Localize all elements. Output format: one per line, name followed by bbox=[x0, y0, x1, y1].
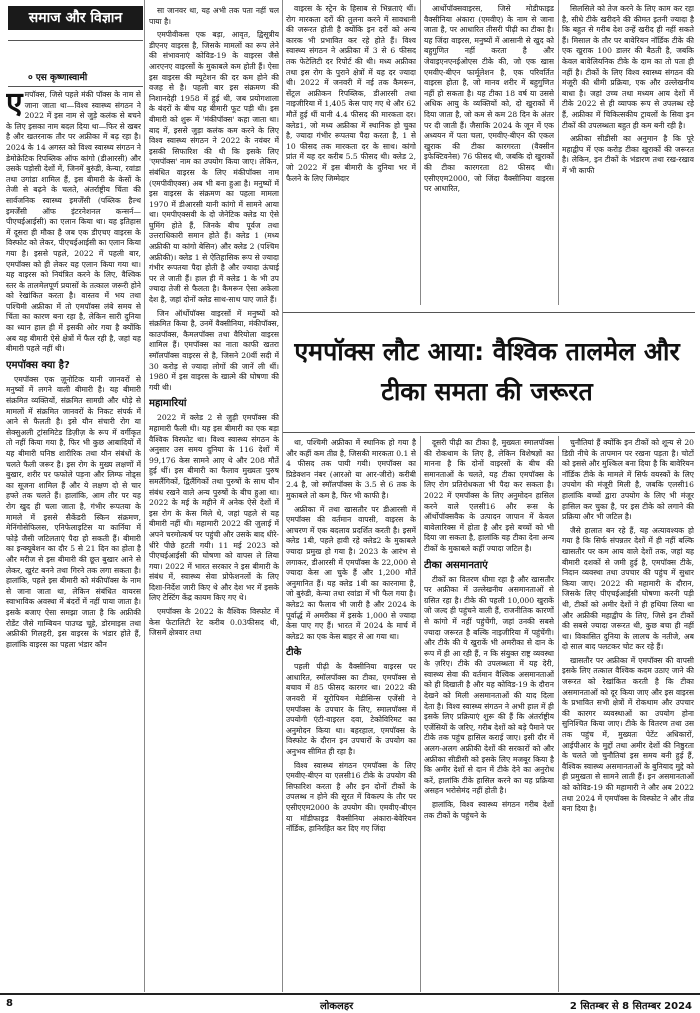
page-footer bbox=[0, 996, 700, 1013]
paragraph: दूसरी पीढ़ी का टीका है, मुख्यतः स्मालपॉक्स की रोकथाम के लिए है, लेकिन विशेषज्ञों का मानना है कि दोनों वाइरसों के बीच की समानताओं के चलते, यह टीका एमपॉक्स के लिए रोग प्रतिरोधकता भी पैदा कर सकता है। 2022 में एमपॉक्स के लिए अनुमोदन हासिल करने वाले एलसी16 और रूस के ऑर्थोपॉक्सवैक के उत्पादन जापान में केवल बावेलारिक्स में होता है और इसे बच्चों को भी दिया जा सकता है, हालांकि यह टीका देना अन्य टीकों के मुकाबले कहीं ज्यादा जटिल है। bbox=[424, 438, 554, 553]
subheading: एमपॉक्स क्या है? bbox=[6, 359, 70, 371]
paragraph: अफ्रीका सीडीसी का अनुमान है कि पूरे महाद्वीप में एक करोड़ टीका खुराकों की जरूरत है। लेकिन, इन टीकों के भंडारण तथा रख-रखाव में भी काफी bbox=[562, 134, 694, 175]
article-column-6 bbox=[286, 438, 416, 992]
paragraph: विश्व स्वास्थ्य संगठन एमपॉक्स के लिए एमवीए-बीएन या एलसी16 टीके के उपयोग की सिफारिश करता है और इन दोनों टीकों के उपलब्ध न होने की सूरत में विकल्प के तौर पर एसीएएम2000 के उपयोग की। एमवीए-बीएन या मॉडीफाइड वैक्सीनिया अंकारा-बेवेरियन नॉर्डिक, हानिरहित कर दिए गए जिंदा bbox=[286, 760, 416, 834]
article-column-1 bbox=[6, 90, 141, 992]
paragraph: मपॉक्स, जिसे पहले मंकी पॉक्स के नाम से जाना जाता था—विश्व स्वास्थ्य संगठन ने 2022 में इस नाम से जुड़े कलंक से बचने के लिए इसका नाम बदल दिया था—फिर से खबर है और खतरनाक तौर पर अफ्रीका में बढ़ रहा है। 2024 के 14 अगस्त को विश्व स्वास्थ्य संगठन ने डेमोक्रेटिक रिपब्लिक ऑफ कांगो (डीआरसी) और उसके पड़ोसी देशों में, जिनमें बुरुंडी, केन्या, रवांडा तथा उगांडा शामिल हैं, इस बीमारी के केसों के तेजी से बढ़ने के चलते, अंतर्राष्ट्रीय चिंता की सार्वजनिक स्वास्थ्य इमर्जेंसी (पब्लिक हैल्थ इमर्जेंसी ऑफ इंटरनेशनल कन्सर्न—पीएचईआईसी) का एलान किया था। यह इतिहास में दूसरा ही मौका है जब एक डीएचए वाइरस के विस्फोट को लेकर, पीएचईआईसी का एलान किया गया है। इससे पहले, 2022 में पहली बार, एमपॉक्स को ही लेकर यह एलान किया गया था। यह वाइरस को नियंत्रित करने के लिए, वैश्विक स्तर के तालमेलपूर्ण प्रयासों के तत्काल जरूरी होने को रेखांकित करता है। वास्तव में भय तथा पश्चिमी अफ्रीका में तो एमपॉक्स लंबे समय से चिंता का कारण बना रहा है, लेकिन सारी दुनिया का ध्यान हाल ही में इसकी ओर गया है क्योंकि अब यह बीमारी ऐसे क्षेत्रों में फैल रही है, जहां यह बीमारी पहले नहीं थी। bbox=[6, 90, 141, 354]
newspaper-name: लोकलहर bbox=[320, 1001, 354, 1012]
author-byline: ० एस कृष्णास्वामी bbox=[28, 73, 88, 83]
divider bbox=[283, 312, 695, 313]
paragraph: आर्थोपॉक्सवाइरस, जिसे मोडीफाइड वैक्सीनिया अंकारा (एमवीए) के नाम से जाना जाता है, पर आधारित तीसरी पीढ़ी का टीका है। यह जिंदा वाइरस, मनुष्यों में आसानी से खुद को बहुगुणित नहीं करता है और जेवाइएनएनईओएस टीके की, जो एक खास एमवीए-बीएन फार्मूलेशन है, एक परिवर्तित वाइरस होता है, जो मानव शरीर में बहुगुणित नहीं हो सकता है। यह टीका 18 वर्ष या उससे अधिक आयु के व्यक्तियों को, दो खुराकों में दिया जाता है, जो कम से कम 28 दिन के अंतर पर दी जाती हैं। जैसाकि 2024 के जून में एक अध्ययन में पता चला, एमवीए-बीएन की एकल खुराक की टीका कारगरता (वैक्सीन इफेक्टिवनेस) 76 फीसद थी, जबकि दो खुराकों की टीका कारगरता 82 फीसद थी। एसीएएम2000, जो जिंदा वैक्सीनिया वाइरस पर आधारित, bbox=[424, 4, 554, 194]
paragraph: टीकों का वितरण धीमा रहा है और खासतौर पर अफ्रीका में उल्लेखनीय असमानताओं से ग्रसित रहा है। टीके की पहली 10,000 खुराकें जो जल्द ही पहुंचने वाली हैं, राजनीतिक कारणों से कांगो में नहीं पहुंचेंगी, जहां उनकी सबसे ज्यादा जरूरत है बल्कि नाइजीरिया में पहुंचेंगी। और टीके की ये खुराकें भी अमरीका से दान के रूप में ही आ रही हैं, न कि संयुक्त राष्ट्र व्यवस्था के ज़रिए। टीके की उपलब्धता में यह देरी, स्वास्थ्य सेवा की वर्तमान वैश्विक असमानताओं को ही दिखाती है और यह कोविड-19 के दौरान देखने को मिली असमानताओं की याद दिला देता है। विश्व स्वास्थ्य संगठन ने अभी हाल में ही इसके लिए प्रक्रियाएं शुरू की हैं कि अंतर्राष्ट्रीय एजेंसियों के जरिए, गरीब देशों को बड़े पैमाने पर टीके तक पहुंच हासिल कराई जाए। इसी दौर में अलग-अलग अफ्रीकी देशों की सरकारों को और अफ्रीका सीडीसी को इसके लिए मजबूर किया है कि अमीर देशों से दान में टीके देने का अनुरोध करें, हालांकि टीके हासिल करने का यह प्रक्रिया असहन भरोसेमंद नहीं होती है। bbox=[424, 574, 554, 796]
divider bbox=[8, 40, 143, 41]
paragraph: 2022 में क्लेड 2 से जुड़ी एमपॉक्स की महामारी फैली थी। यह इस बीमारी का एक बड़ा वैश्विक विस्फोट था। विश्व स्वास्थ्य संगठन के अनुसार उस समय दुनिया के 116 देशों में 99,176 केस सामने आए थे और 208 मौतें हुई थीं। इस बीमारी का फैलाव मुख्यतः पुरुष समलैंगिकों, द्विलैंगिकों तथा पुरुषों के साथ यौन संबंध रखने वाले अन्य पुरुषों के बीच हुआ था। 2022 के मई के महीने में अनेक ऐसे देशों में इस रोग के केस मिले थे, जहां पहले से यह बीमारी नहीं थी। महामारी 2022 की जुलाई में अपने चरमोत्कर्ष पर पहुंची और उसके बाद धीरे-धीरे पीछे हटती गयी। 11 मई 2023 को पीएचईआईसी की घोषणा को वापस ले लिया गया। 2022 में भारत सरकार ने इस बीमारी के संबंध में, स्वास्थ्य सेवा प्रोफेशनलों के लिए दिशा-निर्देश जारी किए थे और देश भर में इसके लिए टेस्टिंग केंद्र कायम किए गए थे। bbox=[149, 413, 279, 603]
article-column-4 bbox=[424, 4, 554, 304]
subheading: महामारियां bbox=[149, 398, 187, 410]
paragraph: सिलसिले को तेज करने के लिए काम कर रहा है, सीधे टीके खरीदने की कीमत इतनी ज्यादा है कि बहुत से गरीब देश उन्हें खरीद ही नहीं सकते हैं। मिसाल के तौर पर बावेरियन नॉर्डिक टीके की एक खुराक 100 डालर की बैठती है, जबकि केवल बावेलियनिक टीके के दाम का तो पता ही नहीं है। टीकों के लिए विश्व स्वास्थ्य संगठन की मंजूरी की धीमी प्रक्रिया, एक और उल्लेखनीय बाधा है। जहां उच्च तथा मध्यम आय देशों में टीके 2022 से ही व्यापक रूप से उपलब्ध रहे हैं, अफ्रीका में चिकित्सकीय ट्रायलों के सिवा इन टीकों की उपलब्धता बहुत ही कम बनी रही है। bbox=[562, 4, 694, 130]
column-rule bbox=[144, 0, 145, 992]
paragraph: एमपॉक्स एक ज़ूनोटिक यानी जानवरों से मनुष्यों में लगने वाली बीमारी है। यह बीमारी संक्रमित व्यक्तियों, संक्रमित सामग्री और थोड़े से मामलों में संक्रमित जानवरों के निकट संपर्क में आने से फैलती है। इसे यौन संचारी रोग या सेक्सुअली ट्रांसमिटेड डिज़ीज़ के रूप में वर्गीकृत तो नहीं किया गया है, फिर भी कुछ आबादियों में यह बीमारी घनिष्ठ शारीरिक तथा यौन संबंधों के चलते फैली जरूर है। इस रोग के मुख्य लक्षणों में बुखार, शरीर पर फफोले पड़ना और लिम्फ नोड्स का सूजना शामिल हैं और ये लक्षण दो से चार हफ्ते तक चलते हैं। हालांकि, आम तौर पर यह रोग खुद ही चला जाता है, गंभीर रूपतया के मामले में इससे सैकेंडरी स्किन संक्रमण, मेनिंगोसेफिलस, एनिफेलाइटिस या कार्निया में फोड़े जैसी जटिलताएं पैदा हो सकती हैं। बीमारी का इन्क्यूबेशन का दौर 5 से 21 दिन का होता है और मरीज से इस बीमारी की छूत बुखार आने से लेकर, खुरंट बनने तथा गिरने तक लगा सकता है। हालांकि, पहले इस बीमारी को मंकीपॉक्स के नाम से जाना जाता था, लेकिन संबंधित वायरस स्वाभाविक अवस्था में बंदरों में नहीं पाया जाता है। इसके बजाए ऐसा समझा जाता है कि अफ्रीकी रोडेंट जैसे गाम्बियन पाउच्ड चूहे, डोरमाइस तथा अफ्रीकी गिलहरी, इस वाइरस के भंडार होते हैं, हालांकि वाइरस का पहला भंडार कौन bbox=[6, 374, 141, 649]
column-rule bbox=[558, 0, 559, 305]
paragraph: जिन ऑर्थोपॉक्स वाइरसों में मनुष्यों को संक्रमित किया है, उनमें वैक्सीनिया, मंकीपॉक्स, काउपॉक्स, कैमलपॉक्स तथा वैरियोला वाइरस शामिल हैं। एमपॉक्स का नाता काफी खतरा स्मॉलपॉक्स वाइरस से है, जिसने 20वीं सदी में 30 करोड़ से ज्यादा लोगों की जानें ली थीं। 1980 में इस वाइरस के खात्मे की घोषणा की गयी थी। bbox=[149, 308, 279, 392]
article-column-3 bbox=[286, 4, 416, 304]
paragraph: पहली पीढ़ी के वैक्सीनिया वाइरस पर आधारित, स्मॉलपॉक्स का टीका, एमपॉक्स से बचाव में 85 फीसद कारगर था। 2022 की जनवरी में यूरोपियन मेडीसिन्स एजेंसी ने एमपॉक्स के उपचार के लिए, स्मालपॉक्स में उपयोगी एंटी-वाइरल दवा, टेकोविरिमट का अनुमोदन किया था। बहरहाल, एमपॉक्स के विस्फोट के दौरान इन उपचारों के उपयोग का अनुभव सीमित ही रहा है। bbox=[286, 662, 416, 757]
subheading: टीके bbox=[286, 647, 302, 659]
paragraph: सा जानवर था, यह अभी तक पता नहीं चल पाया है। bbox=[149, 6, 279, 26]
column-rule bbox=[558, 436, 559, 992]
paragraph: हालांकि, विश्व स्वास्थ्य संगठन गरीब देशों तक टीकों के पहुंचने के bbox=[424, 800, 554, 820]
section-banner: समाज और विज्ञान bbox=[8, 6, 143, 30]
page-number: 8 bbox=[6, 998, 13, 1009]
column-rule bbox=[282, 0, 283, 992]
subheading: टीका असमानताएं bbox=[424, 559, 488, 571]
issue-date: 2 सितम्बर से 8 सितम्बर 2024 bbox=[569, 1001, 692, 1012]
paragraph: एमपीवीकस एक बड़ा, आवृत, द्विसूत्रीय डीएनए वाइरस है, जिसके मामलों का रूप लेने की संभावनाएं कोविड-19 के वाइरस जैसे आरएनए वाइरसों के मुकाबले कम होती हैं। ऐसा इस वाइरस की म्यूटेशन की दर कम होने की वजह से है। पहली बार इस संक्रमण की निशानदेही 1958 में हुई थी, जब प्रयोगशाला के बंदरों के बीच यह बीमारी फूट पड़ी थी। इस बीमारी को शुरू में 'मंकीपॉक्स' कहा जाता था। बाद में, इससे जुड़ा कलंक कम करने के लिए विश्व स्वास्थ्य संगठन ने 2022 के नवंबर में इसकी सिफारिश की थी कि इसके लिए 'एमपॉक्स' नाम का उपयोग किया जाए। लेकिन, संबंधित वाइरस के लिए मंकीपॉक्स नाम (एमपीवीएक्स) अब भी बना हुआ है। मनुष्यों में इस वाइरस के संक्रमण का पहला मामला 1970 में डीआरसी यानी कांगो में सामने आया था। एमपीएक्सवी के दो जेनेटिक क्लेड या ऐसे घुमिंग होते हैं, जिनके बीच पूर्वज तथा उत्तराधिकारी समान होते हैं। क्लेड 1 (मध्य अफ्रीकी या कांगो बेसिन) और क्लेड 2 (पश्चिम अफ्रीकी)। क्लेड 1 से ऐतिहासिक रूप से ज्यादा गंभीर रूपतया पैदा होती है और ज्यादा ऊंचाई पर ले जाती हैं। हाल ही में क्लेड 1 के भी उप ज्यादा तेजी से फैलता है। कैमरून ऐसा अकेला देश है, जहां दोनों क्लेड साथ-साथ पाए जाते हैं। bbox=[149, 30, 279, 305]
divider bbox=[283, 432, 695, 433]
paragraph: खासतौर पर अफ्रीका में एमपॉक्स की वापसी इसके लिए तत्काल वैश्विक कदम उठाए जाने की जरूरत को रेखांकित करती है कि टीका असमानताओं को दूर किया जाए और इस वाइरस के प्रभावित सभी क्षेत्रों में रोकथाम और उपचार की कारगर व्यवस्थाओं का उपयोग होना सुनिश्चित किया जाए। टीके के वितरण तथा उस तक पहुंच में, मुख्यतः पेटेंट अधिकारों, आईपीआर के मुद्दों तथा अमीर देशों की निष्ठुरता के चलते जो चुनौतियां इस समय बनी हुई हैं, वैश्विक स्वास्थ्य असमानताओं के बुनियाद मुद्दे को ही प्रमुखता से सामने लाती हैं। इन असमानताओं को कोविड-19 की महामारी ने और अब 2022 तथा 2024 में एमपॉक्स के विस्फोट ने और तीव्र बना दिया है। bbox=[562, 655, 694, 814]
headline-box bbox=[283, 320, 691, 428]
drop-cap: ए bbox=[6, 90, 23, 121]
column-rule bbox=[420, 0, 421, 305]
paragraph: एमपॉक्स के 2022 के वैश्विक विस्फोट में केस फेटालिटी रेट करीब 0.03फीसद थी, जिसमें क्षेत्रवार तथा bbox=[149, 607, 279, 638]
footer-rule bbox=[0, 993, 700, 995]
article-column-8 bbox=[562, 438, 694, 992]
paragraph: वाइरस के स्ट्रेन के हिसाब से भिन्नताएं थीं। रोग मारकता दरों की तुलना करने में सावधानी की जरूरत होती है क्योंकि इन दरों को अन्य कारक भी प्रभावित कर रहे होते हैं। विश्व स्वास्थ्य संगठन ने अफ्रीका में 3 से 6 फीसद तक फेटेलिटी दर रिपोर्ट की थी। मध्य अफ्रीका तथा इस रोग के पुराने क्षेत्रों में यह दर ज्यादा थी। 2022 में जनवरी में नई तक कैमरून, सेंट्रल अफ्रीकन रिपब्लिक, डीआरसी तथा नाइजीरिया में 1,405 केस पाए गए थे और 62 मौतें हुई थीं यानी 4.4 फीसद की मारकता दर। क्लेड1, जो मध्य अफ्रीका में स्थानिक हो चुका है, ज्यादा गंभीर रूपतया पैदा करता है, 1 से 10 फीसद तक मारकता दर के साथ। कांगो प्रांत में यह दर करीब 5.5 फीसद थी। क्लेड 2, जो 2022 में इस बीमारी के दुनिया भर में फैलने के लिए जिम्मेदार bbox=[286, 4, 416, 183]
article-column-5 bbox=[562, 4, 694, 304]
column-rule bbox=[420, 436, 421, 992]
divider bbox=[8, 86, 143, 87]
headline: एमपॉक्स लौट आया: वैश्विक तालमेल और टीका समता की जरूरत bbox=[294, 337, 680, 406]
paragraph: जैसे हालात बन रहे हैं, यह अत्यावश्यक हो गया है कि सिर्फ संपन्नतर देशों में ही नहीं बल्कि खासतौर पर कम आय वाले देशों तक, जहां यह बीमारी दशकों से जमी हुई है, एमपॉक्स टीके, निदान व्यवस्था तथा उपचार की पहुंच में सुधार किया जाए। 2022 की महामारी के दौरान, जिसके लिए पीएचईआईसी घोषणा करनी पड़ी थी, टीकों को अमीर देशों ने ही हथिया लिया था और अफ्रीकी महाद्वीप के लिए, जिसे इन टीकों की सबसे ज्यादा जरूरत थी, कुछ बचा ही नहीं था। विकासित दुनिया के लालच के नतीजे, अब दो साल बाद पलटकर चोट कर रहे हैं। bbox=[562, 525, 694, 652]
paragraph: चुनौतियां हैं क्योंकि इन टीकों को शून्य से 20 डिग्री नीचे के तापमान पर रखना पड़ता है। चोटों को इससे और मुश्किल बना दिया है कि बावेरियन नॉर्डिक टीके के मामले में सिर्फ वयस्कों के लिए उपयोग की मंजूरी मिली है, जबकि एलसी16 हालांकि बच्चों द्वारा उपयोग के लिए भी मंजूर हासिल कर चुका है, पर इस टीके को लगाने की प्रक्रिया और भी जटिल है। bbox=[562, 438, 694, 522]
article-column-2 bbox=[149, 6, 279, 992]
article-column-7 bbox=[424, 438, 554, 992]
paragraph: था, पश्चिमी अफ्रीका में स्थानिक हो गया है और कहीं कम तीव्र है, जिसकी मारकता 0.1 से 4 फीसद तक पायी गयी। एमपॉक्स का प्रिडेक्शन नंबर (आरओ या आर-जीरो) करीबी 2.4 है, जो स्मॉलपॉक्स के 3.5 से 6 तक के मुकाबले तो कम है, फिर भी काफी है। bbox=[286, 438, 416, 500]
paragraph: अफ्रीका में तथा खासतौर पर डीआरसी में एमपॉक्स की वर्तमान वापसी, वाइरस के आचरण में एक बदलाव प्रदर्शित करती है। इसमें क्लेड 1बी, पहले हावी रहे क्लेड2 के मुकाबले ज्यादा प्रमुख हो गया है। 2023 के आरंभ से लगाकर, डीआरसी में एमपॉक्स के 22,000 से ज्यादा केस आ चुके हैं और 1,200 मौतें अनुमानित हैं। यह क्लेड 1बी का कारनामा है, जो बुरुंडी, केन्या तथा रवांडा में भी फैल गया है। क्लेड2 का फैलाव भी जारी है और 2024 के पूर्वार्द्ध में अमरीका में इसके 1,000 से ज्यादा केस पाए गए हैं। भारत में 2024 के मार्च में क्लेड2 का एक केस बाहर से आ गया था। bbox=[286, 504, 416, 641]
